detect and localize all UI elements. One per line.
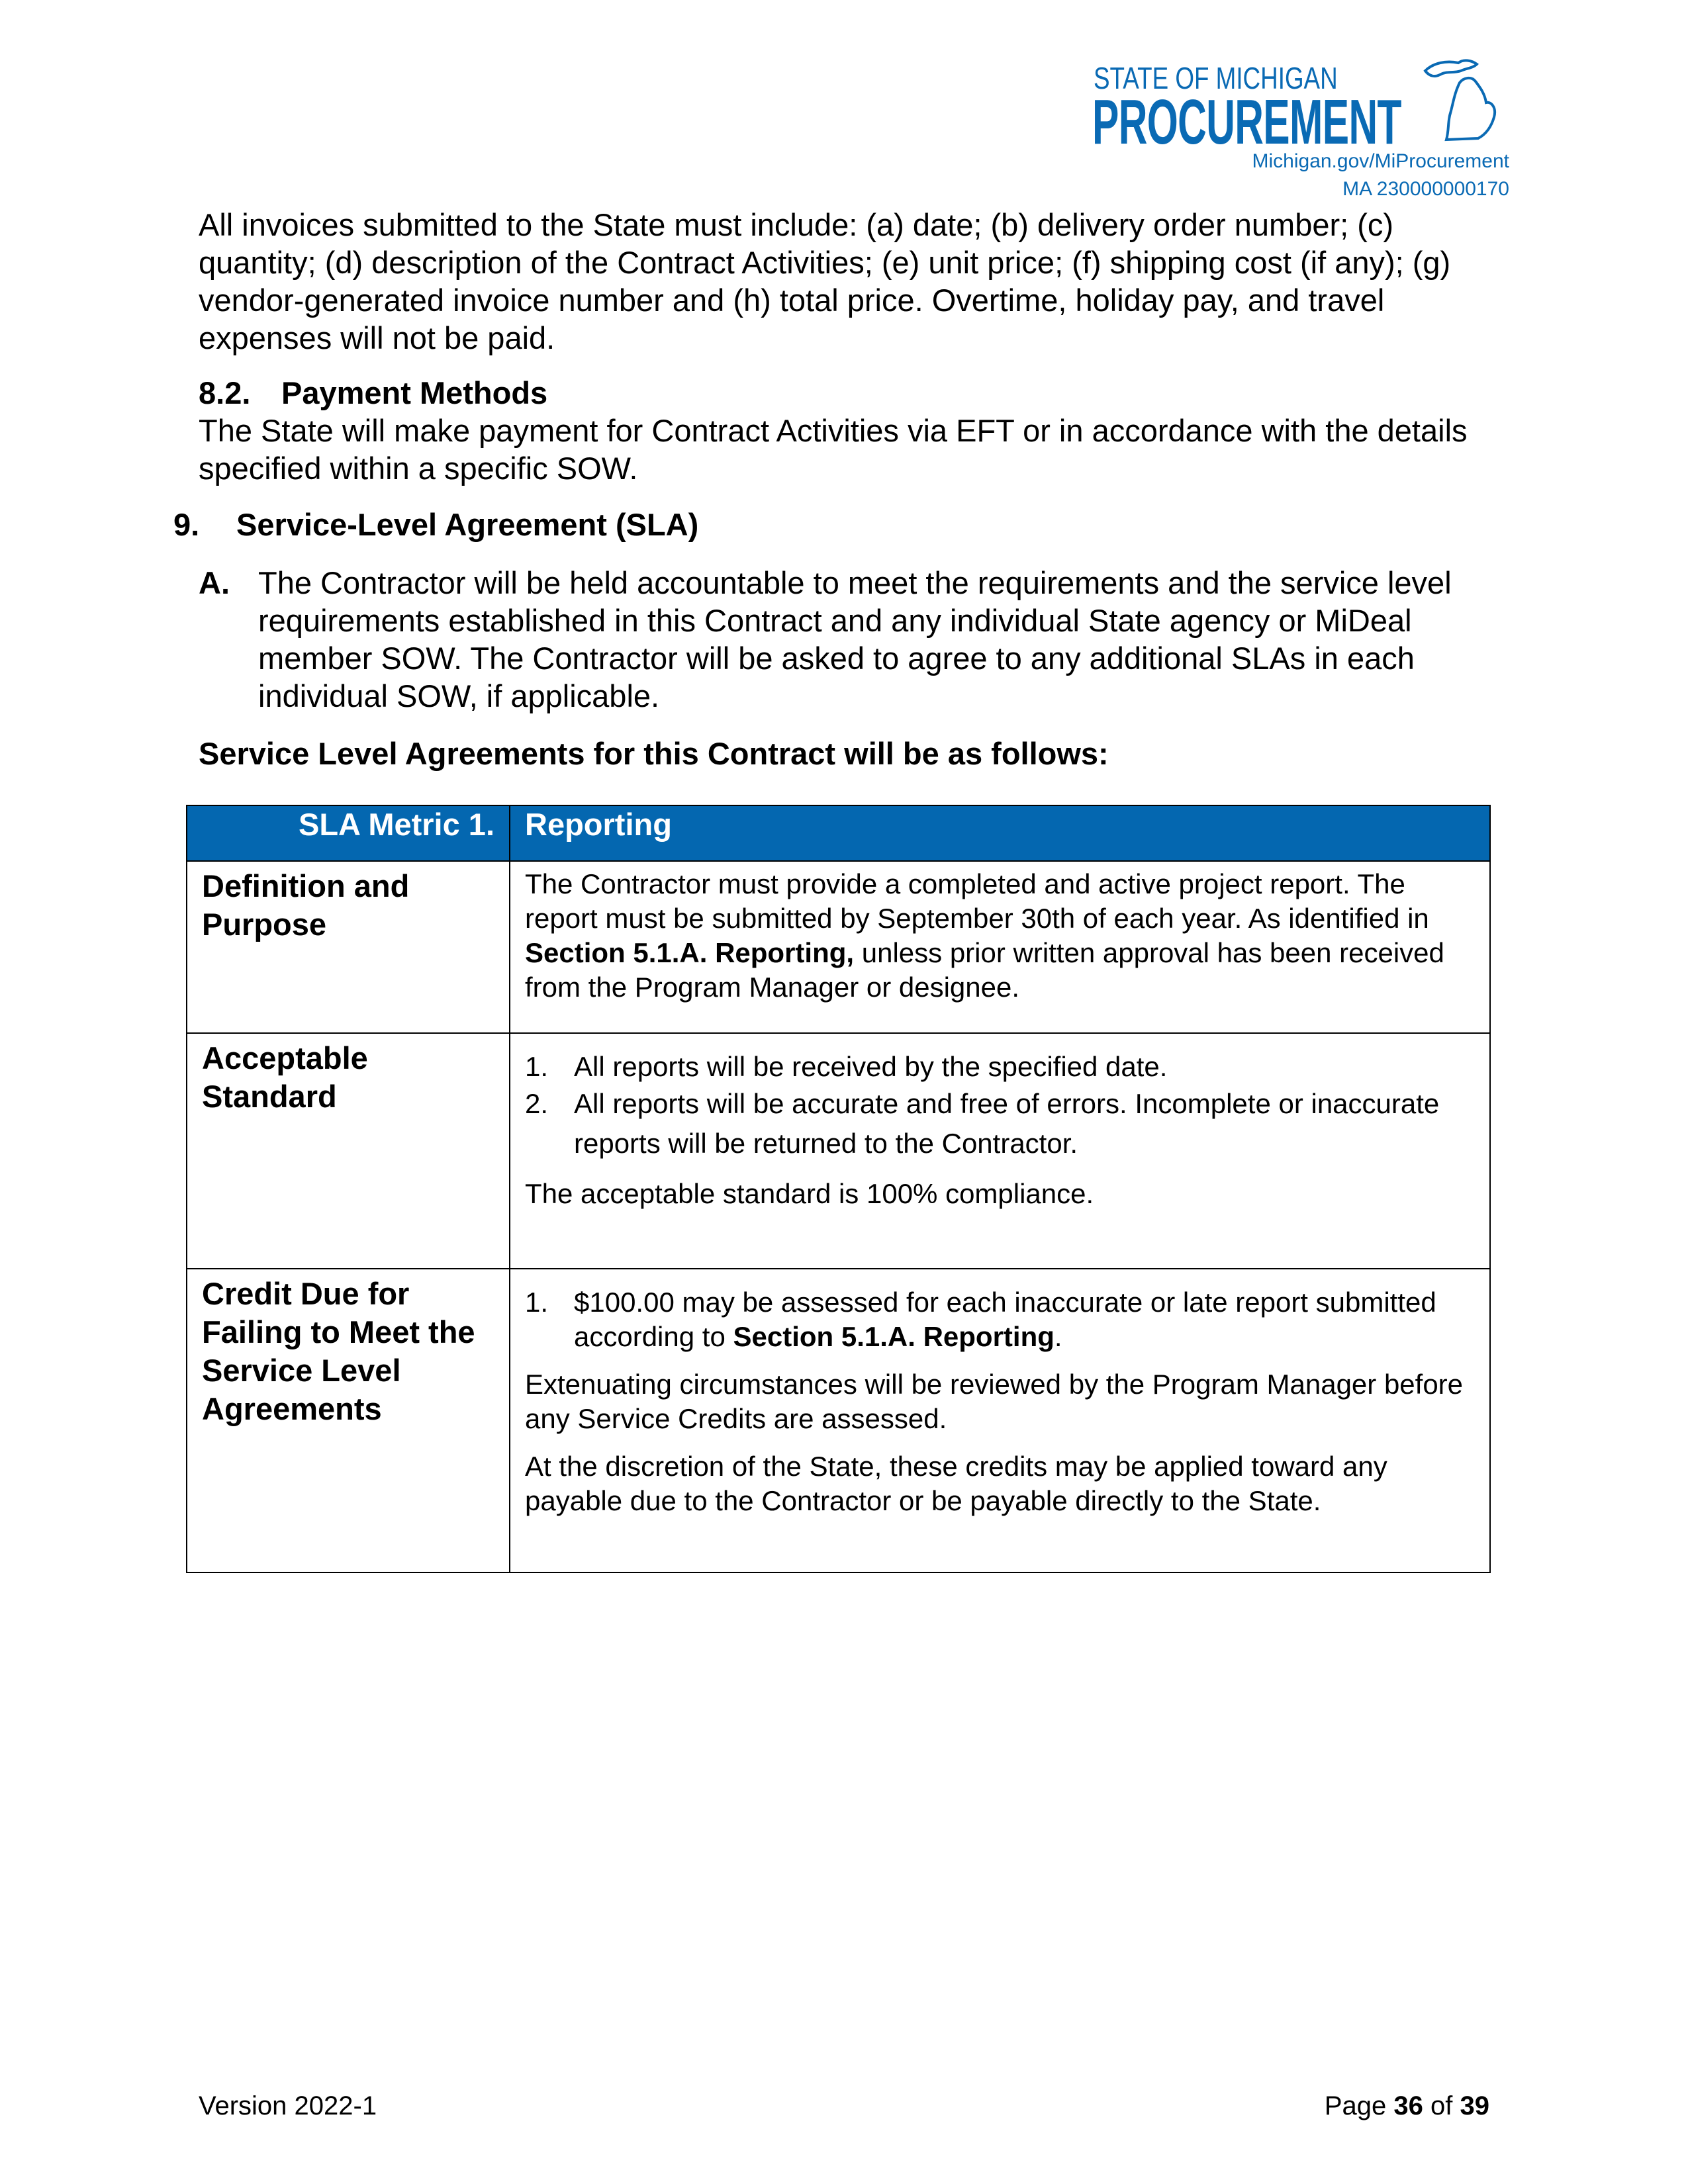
section-title: Payment Methods bbox=[281, 375, 548, 410]
page-word: Page bbox=[1324, 2091, 1387, 2120]
section-reference: Section 5.1.A. Reporting bbox=[733, 1321, 1055, 1352]
section-title: Service-Level Agreement (SLA) bbox=[236, 507, 699, 542]
footer-version: Version 2022-1 bbox=[199, 2091, 377, 2120]
section-9-heading bbox=[173, 506, 698, 543]
invoice-paragraph: All invoices submitted to the State must include: (a) date; (b) delivery order number; (c) quantity; (d) description of the Contract Activities; (e) unit price; (f) shipping cost (if any); (g) vendor-generated invoice number and (h) total price. Overtime, holiday pay, and travel expenses will not be paid. bbox=[199, 207, 1451, 355]
item-a-label: A. bbox=[199, 565, 230, 600]
row-content-credit bbox=[510, 1269, 1490, 1572]
page-current: 36 bbox=[1393, 2091, 1423, 2120]
row-label-credit: Credit Due for Failing to Meet the Service Level Agreements bbox=[187, 1269, 510, 1572]
definition-text bbox=[525, 867, 1470, 1005]
row-content-standard bbox=[510, 1033, 1490, 1269]
text-span: unless prior written approval has been received from the Program Manager or designee. bbox=[525, 937, 1444, 1003]
list-number: 2. bbox=[525, 1088, 549, 1119]
standard-note: The acceptable standard is 100% compliance. bbox=[525, 1178, 1094, 1209]
list-number: 1. bbox=[525, 1287, 549, 1318]
row-label-standard: Acceptable Standard bbox=[187, 1033, 510, 1269]
list-item bbox=[525, 1050, 1470, 1084]
credit-paragraph-2: At the discretion of the State, these credits may be applied toward any payable due to the Contractor or be payable directly to the State. bbox=[525, 1451, 1387, 1516]
table-row bbox=[187, 1269, 1490, 1572]
page-total: 39 bbox=[1460, 2091, 1489, 2120]
logo-url: Michigan.gov/MiProcurement bbox=[1252, 150, 1509, 172]
table-row bbox=[187, 1033, 1490, 1269]
sla-table bbox=[186, 805, 1491, 1573]
procurement-logo bbox=[1079, 56, 1509, 205]
sla-heading: Service Level Agreements for this Contract will be as follows: bbox=[199, 736, 1109, 771]
contract-number: MA 230000000170 bbox=[1342, 178, 1509, 200]
header-metric: SLA Metric 1. bbox=[187, 805, 510, 861]
list-number: 1. bbox=[525, 1051, 549, 1082]
section-number: 9. bbox=[173, 507, 200, 542]
list-text: All reports will be received by the specified date. bbox=[574, 1051, 1168, 1082]
row-content-definition bbox=[510, 861, 1490, 1033]
page-of: of bbox=[1430, 2091, 1453, 2120]
section-reference: Section 5.1.A. Reporting, bbox=[525, 937, 855, 968]
list-item bbox=[525, 1285, 1470, 1354]
list-text: $100.00 may be assessed for each inaccurate or late report submitted according to bbox=[574, 1287, 1436, 1352]
section-number: 8.2. bbox=[199, 375, 251, 410]
list-text: All reports will be accurate and free of errors. Incomplete or inaccurate reports will be returned to the Contractor. bbox=[574, 1088, 1440, 1159]
text-span: The Contractor must provide a completed and active project report. The report must be submitted by September 30th of each year. As identified in bbox=[525, 868, 1429, 934]
logo-state-line: STATE OF MICHIGAN bbox=[1094, 61, 1338, 95]
header-reporting: Reporting bbox=[510, 805, 1490, 861]
table-row bbox=[187, 861, 1490, 1033]
section-8-2-heading bbox=[199, 374, 547, 412]
table-header-row bbox=[187, 805, 1490, 861]
row-label-definition: Definition and Purpose bbox=[187, 861, 510, 1033]
credit-paragraph-1: Extenuating circumstances will be reviewed by the Program Manager before any Service Credits are assessed. bbox=[525, 1369, 1464, 1434]
text-span: . bbox=[1054, 1321, 1062, 1352]
michigan-map-icon bbox=[1420, 56, 1509, 149]
list-item bbox=[525, 1084, 1470, 1163]
section-8-2-text: The State will make payment for Contract Activities via EFT or in accordance with the details specified within a specific SOW. bbox=[199, 413, 1468, 486]
item-a-text: The Contractor will be held accountable to meet the requirements and the service level requirements established in this Contract and any individual State agency or MiDeal member SOW. The Contractor will be asked to agree to any additional SLAs in each individual SOW, if applicable. bbox=[258, 565, 1452, 713]
footer-page-number bbox=[1325, 2091, 1489, 2121]
logo-procurement-line: PROCUREMENT bbox=[1092, 87, 1401, 158]
